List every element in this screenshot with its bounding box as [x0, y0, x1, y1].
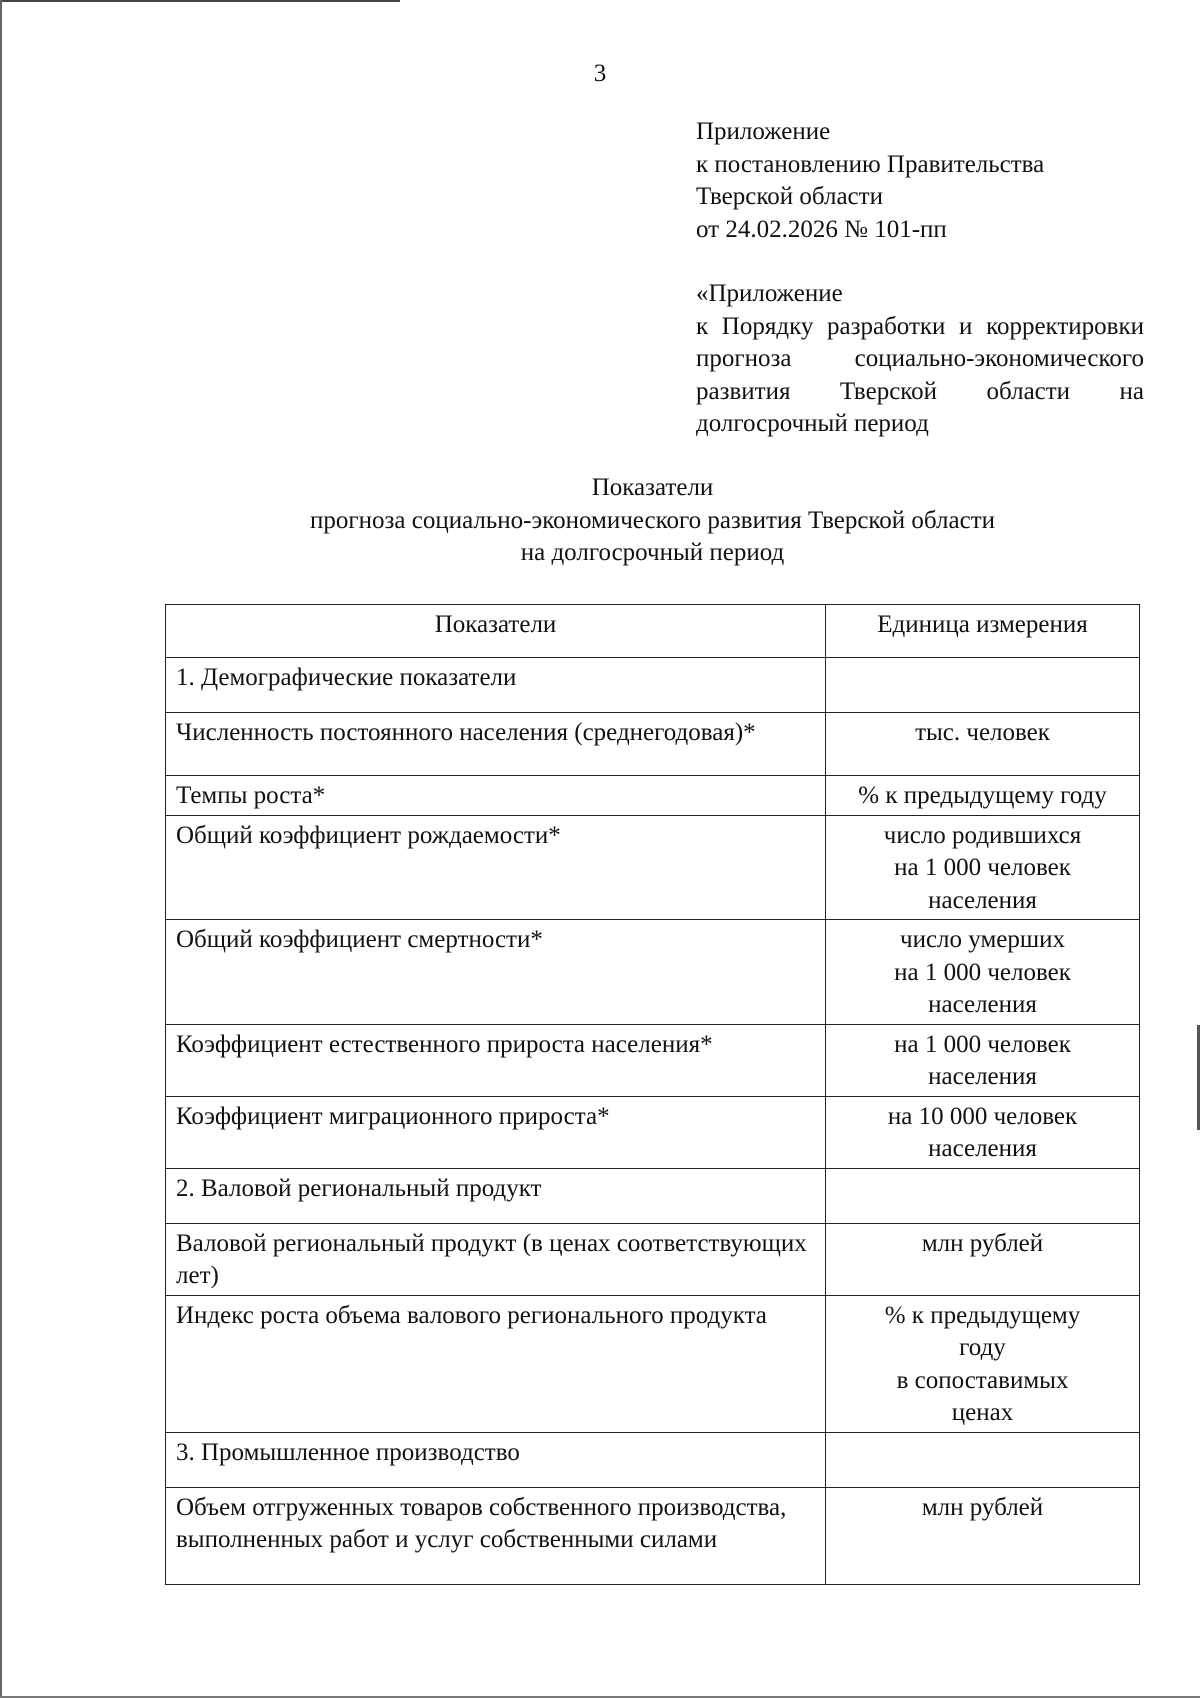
table-row — [166, 1432, 1140, 1487]
appendix-line: Приложение — [696, 118, 831, 145]
indicator-unit — [826, 1096, 1140, 1168]
appendix-to-order-body: к Порядку разработки и корректировки прогноза социально-экономического развития Тверской области на долгосрочный период — [696, 312, 1144, 437]
indicator-name: Общий коэффициент рождаемости* — [166, 815, 826, 920]
appendix-line: к постановлению Правительства — [696, 150, 1045, 178]
indicator-unit — [826, 920, 1140, 1025]
table-row — [166, 815, 1140, 920]
table-body — [166, 658, 1140, 1585]
indicator-unit — [826, 1432, 1140, 1487]
scan-edge-left — [0, 0, 2, 1698]
appendix-header — [696, 116, 1144, 246]
unit-line: ценах — [951, 1399, 1014, 1426]
unit-line: населения — [928, 886, 1037, 914]
scan-edge-top — [0, 0, 400, 2]
unit-line: населения — [928, 1063, 1037, 1090]
indicators-table — [165, 604, 1140, 1585]
indicator-unit — [826, 1295, 1140, 1432]
unit-line: % к предыдущему году — [858, 782, 1107, 809]
document-title-line: на долгосрочный период — [520, 539, 785, 566]
appendix-to-order — [696, 278, 1144, 441]
unit-line: тыс. человек — [915, 719, 1050, 746]
indicator-name: Численность постоянного населения (среднегодовая)* — [166, 713, 826, 776]
document-title-line: прогноза социально-экономического развития Тверской области — [310, 506, 995, 534]
indicator-name: 2. Валовой региональный продукт — [166, 1168, 826, 1223]
table-row — [166, 1487, 1140, 1584]
unit-line: млн рублей — [921, 1229, 1044, 1257]
indicator-name: 1. Демографические показатели — [166, 658, 826, 713]
unit-line: млн рублей — [921, 1493, 1044, 1521]
indicator-name: 3. Промышленное производство — [166, 1432, 826, 1487]
indicator-unit — [826, 1168, 1140, 1223]
table-row — [166, 776, 1140, 816]
page-number: 3 — [593, 60, 607, 87]
indicator-name: Коэффициент миграционного прироста* — [166, 1096, 826, 1168]
unit-line: на 1 000 человек — [894, 1030, 1071, 1058]
indicator-name: Общий коэффициент смертности* — [166, 920, 826, 1025]
indicator-name: Валовой региональный продукт (в ценах соответствующих лет) — [166, 1223, 826, 1295]
table-row — [166, 1024, 1140, 1096]
indicator-unit — [826, 815, 1140, 920]
table-row — [166, 1096, 1140, 1168]
unit-line: число родившихся — [883, 821, 1082, 849]
unit-line: в сопоставимых — [896, 1366, 1069, 1394]
appendix-line: Тверской области — [696, 183, 883, 210]
unit-line: году — [959, 1334, 1006, 1361]
indicator-unit — [826, 776, 1140, 816]
table-row — [166, 1295, 1140, 1432]
appendix-to-order-intro: «Приложение — [696, 280, 843, 307]
indicator-unit — [826, 658, 1140, 713]
indicator-unit — [826, 713, 1140, 776]
table-row — [166, 1168, 1140, 1223]
table-row — [166, 713, 1140, 776]
indicator-name: Индекс роста объема валового регионального продукта — [166, 1295, 826, 1432]
unit-line: на 1 000 человек — [894, 958, 1071, 986]
indicator-name: Объем отгруженных товаров собственного производства, выполненных работ и услуг собственными силами — [166, 1487, 826, 1584]
indicator-name: Темпы роста* — [166, 776, 826, 816]
document-title — [150, 472, 1155, 570]
document-title-line: Показатели — [591, 474, 714, 501]
header-unit: Единица измерения — [826, 605, 1140, 658]
table-row — [166, 658, 1140, 713]
indicator-unit — [826, 1487, 1140, 1584]
unit-line: населения — [928, 991, 1037, 1018]
table-row — [166, 1223, 1140, 1295]
indicator-unit — [826, 1223, 1140, 1295]
appendix-line: от 24.02.2026 № 101-пп — [696, 215, 947, 243]
unit-line: населения — [928, 1135, 1037, 1162]
indicator-unit — [826, 1024, 1140, 1096]
unit-line: % к предыдущему — [884, 1301, 1081, 1329]
table-header-row — [166, 605, 1140, 658]
indicator-name: Коэффициент естественного прироста населения* — [166, 1024, 826, 1096]
unit-line: на 10 000 человек — [887, 1102, 1078, 1130]
header-indicators: Показатели — [166, 605, 826, 658]
table-row — [166, 920, 1140, 1025]
unit-line: число умерших — [900, 926, 1065, 953]
unit-line: на 1 000 человек — [894, 854, 1071, 881]
